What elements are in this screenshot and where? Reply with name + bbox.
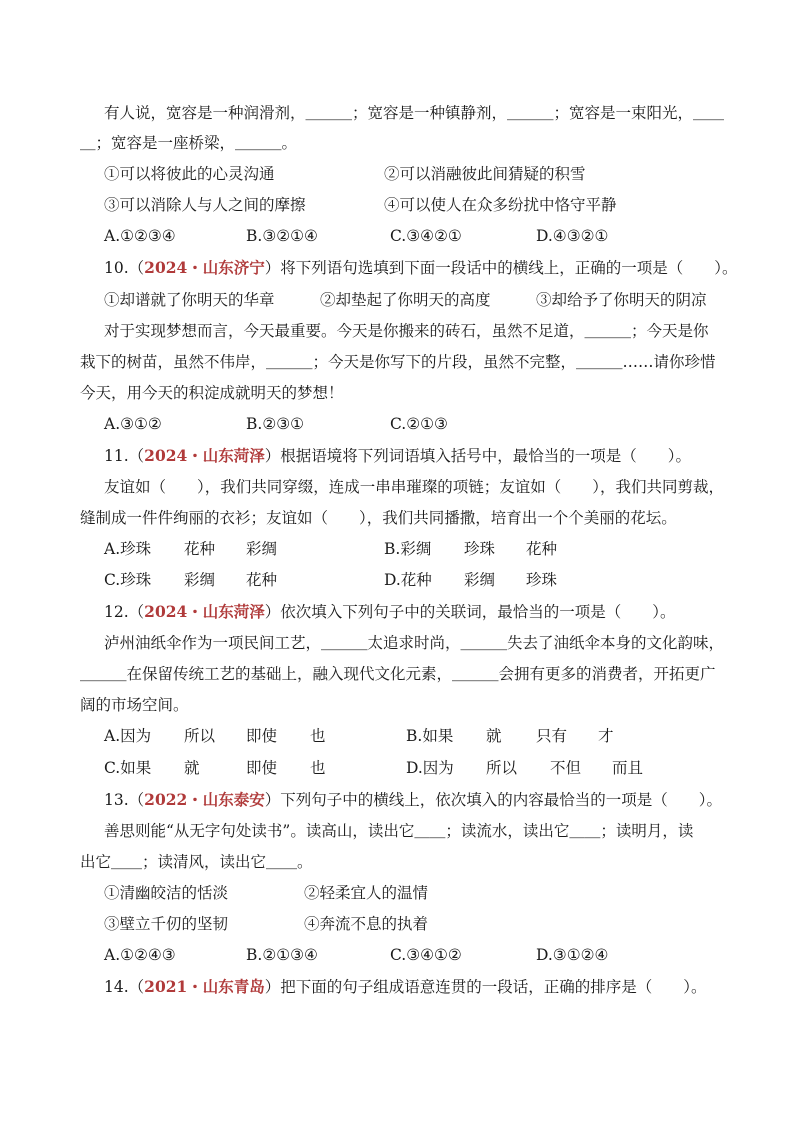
q9-item-3: ③可以消除人与人之间的摩擦 [104, 196, 306, 214]
q11-para-line1: 友谊如（ ），我们共同穿缀，连成一串串璀璨的项链；友谊如（ ），我们共同剪裁， [104, 478, 725, 496]
q9-option-a[interactable]: A.①②③④ [104, 227, 176, 245]
q9-stem-line1: 有人说，宽容是一种润滑剂，＿＿＿；宽容是一种镇静剂，＿＿＿；宽容是一束阳光，＿＿ [104, 104, 725, 122]
q12-para-line1: 泸州油纸伞作为一项民间工艺，＿＿＿太追求时尚，＿＿＿失去了油纸伞本身的文化韵味， [104, 634, 725, 652]
q13-option-d[interactable]: D.③①②④ [536, 946, 609, 964]
q10-para-line3: 今天，用今天的积淀成就明天的梦想！ [80, 384, 344, 402]
q14-stem: 14.（2021・山东青岛）把下面的句子组成语意连贯的一段话，正确的排序是（ ）。 [104, 977, 707, 996]
q9-option-d[interactable]: D.④③②① [536, 227, 609, 245]
q10-para-line1: 对于实现梦想而言，今天最重要。今天是你搬来的砖石，虽然不足道，＿＿＿；今天是你 [104, 322, 709, 340]
q10-item-1: ①却谱就了你明天的华章 [104, 291, 275, 309]
q13-option-c[interactable]: C.③④①② [390, 946, 462, 964]
q12-source: 2024・山东菏泽 [144, 602, 265, 621]
q9-item-2: ②可以消融彼此间猜疑的积雪 [384, 165, 586, 183]
q12-stem: 12.（2024・山东菏泽）依次填入下列句子中的关联词，最恰当的一项是（ ）。 [104, 602, 676, 621]
q9-option-c[interactable]: C.③④②① [390, 227, 462, 245]
q13-stem: 13.（2022・山东泰安）下列句子中的横线上，依次填入的内容最恰当的一项是（ ）。 [104, 790, 723, 809]
q9-option-b[interactable]: B.③②①④ [246, 227, 318, 245]
q11-stem: 11.（2024・山东菏泽）根据语境将下列词语填入括号中，最恰当的一项是（ ）。 [104, 446, 692, 465]
q10-option-c[interactable]: C.②①③ [390, 415, 448, 433]
q13-item-1: ①清幽皎洁的恬淡 [104, 884, 229, 902]
q13-source: 2022・山东泰安 [144, 790, 265, 809]
q10-stem: 10.（2024・山东济宁）将下列语句选填到下面一段话中的横线上，正确的一项是（ ）。 [104, 258, 738, 277]
q13-para-line2: 出它＿＿；读清风，读出它＿＿。 [80, 853, 313, 871]
q13-item-4: ④奔流不息的执着 [304, 915, 429, 933]
q13-para-line1: 善思则能“从无字句处读书”。读高山，读出它＿＿；读流水，读出它＿＿；读明月，读 [104, 822, 694, 840]
q13-item-2: ②轻柔宜人的温情 [304, 884, 429, 902]
q10-option-a[interactable]: A.③①② [104, 415, 162, 433]
q12-para-line2: ＿＿＿在保留传统工艺的基础上，融入现代文化元素，＿＿＿会拥有更多的消费者，开拓更广 [80, 665, 716, 683]
q10-source: 2024・山东济宁 [144, 258, 265, 277]
q10-item-2: ②却垫起了你明天的高度 [320, 291, 491, 309]
q9-item-1: ①可以将彼此的心灵沟通 [104, 165, 275, 183]
q11-source: 2024・山东菏泽 [144, 446, 265, 465]
q11-para-line2: 缝制成一件件绚丽的衣衫；友谊如（ ），我们共同播撒，培育出一个个美丽的花坛。 [80, 509, 677, 527]
q10-item-3: ③却给予了你明天的阴凉 [536, 291, 707, 309]
q13-option-a[interactable]: A.①②④③ [104, 946, 176, 964]
q10-option-b[interactable]: B.②③① [246, 415, 305, 433]
q13-item-3: ③壁立千仞的坚韧 [104, 915, 229, 933]
q14-source: 2021・山东青岛 [144, 977, 265, 996]
q10-para-line2: 栽下的树苗，虽然不伟岸，＿＿＿；今天是你写下的片段，虽然不完整，＿＿＿……请你珍惜 [80, 353, 716, 371]
document-page: 有人说，宽容是一种润滑剂，＿＿＿；宽容是一种镇静剂，＿＿＿；宽容是一束阳光，＿＿ ＿；宽容是一座桥梁，＿＿＿。 ①可以将彼此的心灵沟通 ②可以消融彼此间猜疑的积雪 ③可以消除人与人之间的摩擦 ④可以使人在众多纷扰中恪守平静 A.①②③④ B.③②①④ C.③④②① D.④③②① 10.（2024・山东济宁）将下列语句选填到下面一段话中的横线上，正确的一项是（ ）。 ①却谱就了你明天的华章 ②却垫起了你明天的高度 ③却给予了你明天的阴凉 对于实现梦想而言，今天最重要。今天是你搬来的砖石，虽然不足道，＿＿＿；今天是你 栽下的树苗，虽然不伟岸，＿＿＿；今天是你写下的片段，虽然不完整，＿＿＿……请你珍惜 今天，用今天的积淀成就明天的梦想！ A.③①② B.②③① C.②①③ 11.（2024・山东菏泽）根据语境将下列词语填入括号中，最恰当的一项是（ ）。 友谊如（ ），我们共同穿缀，连成一串串璀璨的项链；友谊如（ ），我们共同剪裁， 缝制成一件件绚丽的衣衫；友谊如（ ），我们共同播撒，培育出一个个美丽的花坛。 A.珍珠 花种 彩绸 B.彩绸 珍珠 花种 C.珍珠 彩绸 花种 D.花种 彩绸 珍珠 12.（2024・山东菏泽）依次填入下列句子中的关联词，最恰当的一项是（ ）。 泸州油纸伞作为一项民间工艺，＿＿＿太追求时尚，＿＿＿失去了油纸伞本身的文化韵味， ＿＿＿在保留传统工艺的基础上，融入现代文化元素，＿＿＿会拥有更多的消费者，开拓更广 阔的市场空间。 A.因为 所以 即使 也 B.如果 就 只有 才 C.如果 就 即使 也 D.因为 所以 不但 而且 13.（2022・山东泰安）下列句子中的横线上，依次填入的内容最恰当的一项是（ ）。 善思则能“从无字句处读书”。读高山，读出它＿＿；读流水，读出它＿＿；读明月，读 出它＿＿；读清风，读出它＿＿。 ①清幽皎洁的恬淡 ②轻柔宜人的温情 ③壁立千仞的坚韧 ④奔流不息的执着 A.①②④③ B.②①③④ C.③④①② D.③①②④ 14.（2021・山东青岛）把下面的句子组成语意连贯的一段话，正确的排序是（ ）。 [80, 104, 738, 996]
q12-para-line3: 阔的市场空间。 [80, 696, 189, 714]
q9-item-4: ④可以使人在众多纷扰中恪守平静 [384, 196, 617, 214]
q9-stem-line2: ＿；宽容是一座桥梁，＿＿＿。 [80, 134, 298, 152]
q13-option-b[interactable]: B.②①③④ [246, 946, 318, 964]
